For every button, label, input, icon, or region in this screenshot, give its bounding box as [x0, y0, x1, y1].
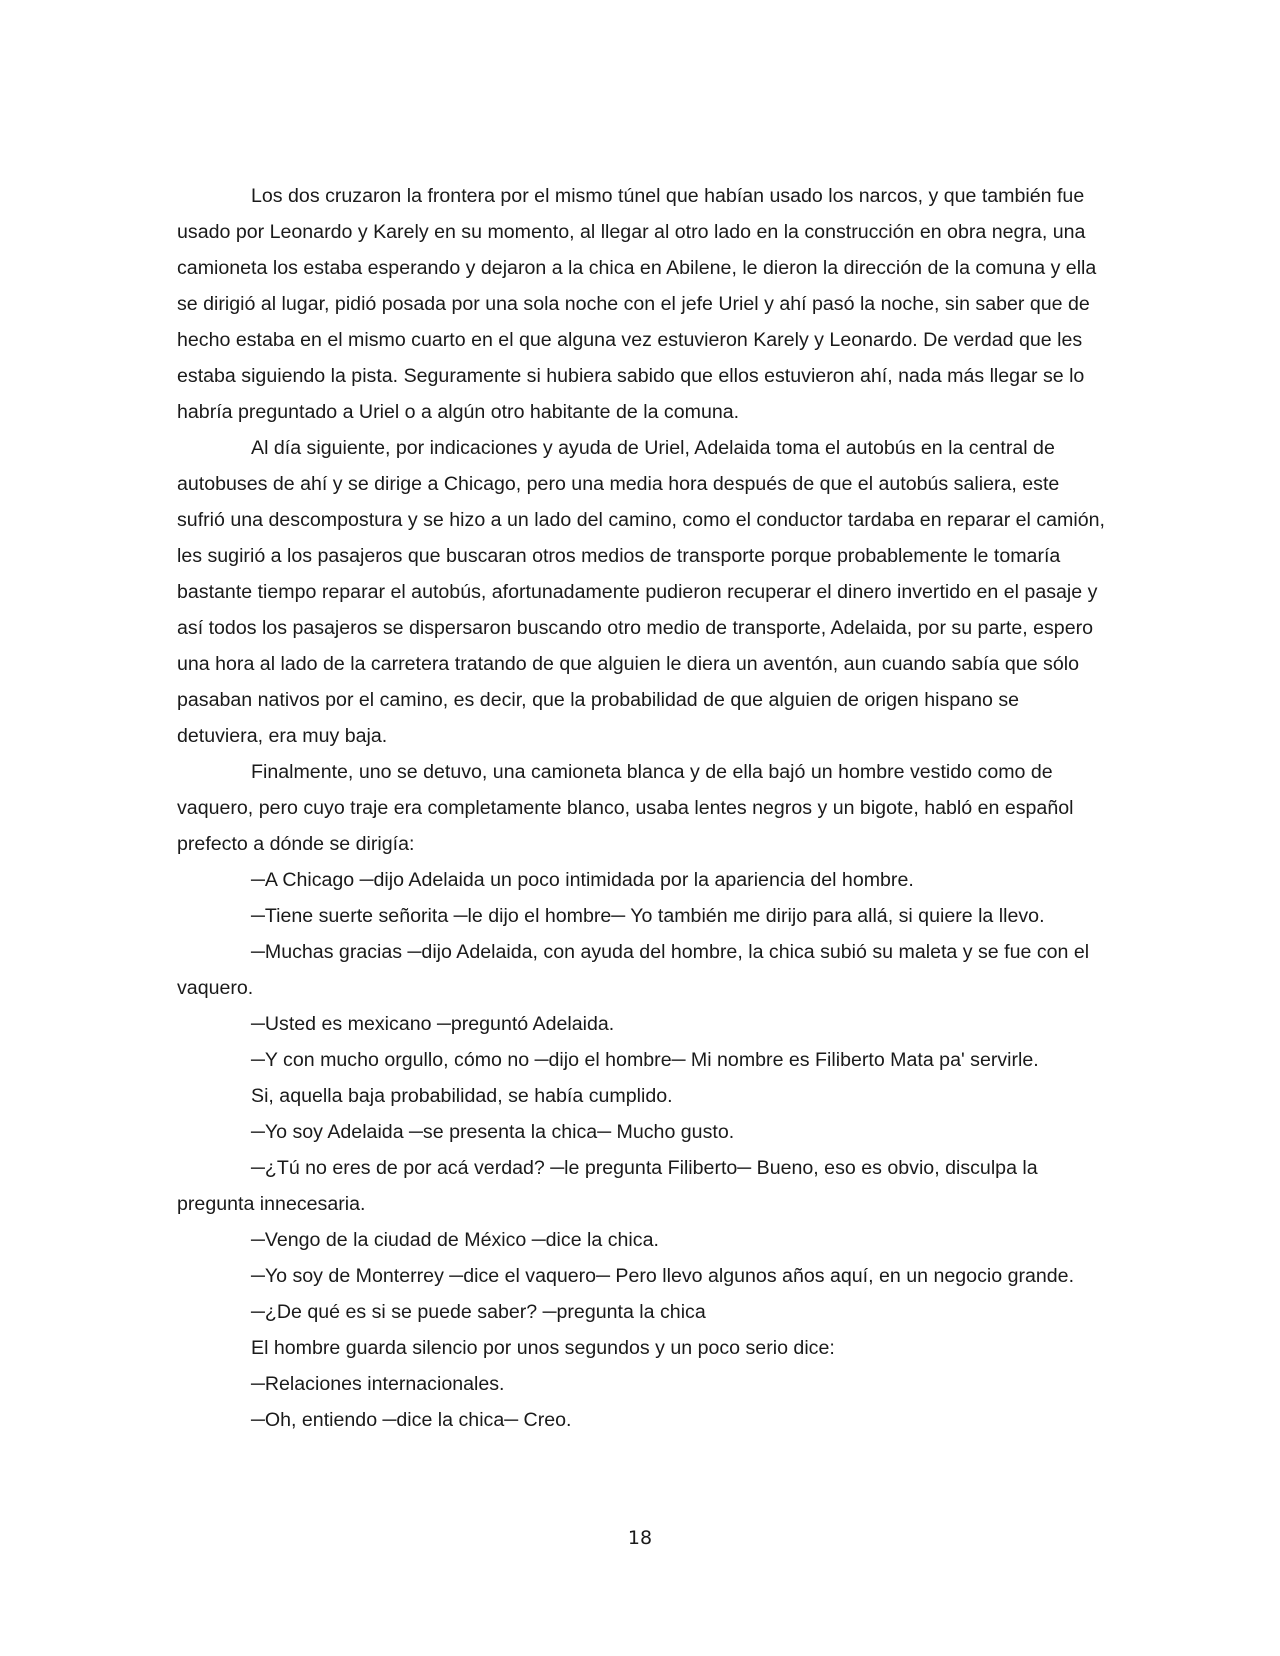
dialogue-line: ─Yo soy Adelaida ─se presenta la chica─ Mucho gusto. [251, 1121, 735, 1143]
dialogue-line: ─¿Tú no eres de por acá verdad? ─le pregunta Filiberto─ Bueno, eso es obvio, disculpa la pregunta innecesaria. [177, 1157, 1038, 1215]
dialogue-line: ─Muchas gracias ─dijo Adelaida, con ayuda del hombre, la chica subió su maleta y se fue con el vaquero. [177, 941, 1090, 999]
dialogue-line: ─Vengo de la ciudad de México ─dice la chica. [251, 1229, 659, 1251]
dialogue-line: ─A Chicago ─dijo Adelaida un poco intimidada por la apariencia del hombre. [251, 869, 914, 891]
paragraph: Finalmente, uno se detuvo, una camioneta blanca y de ella bajó un hombre vestido como de vaquero, pero cuyo traje era completamente blanco, usaba lentes negros y un bigote, habló en español prefecto a dónde se dirigía: [177, 761, 1074, 855]
dialogue-line: ─Y con mucho orgullo, cómo no ─dijo el hombre─ Mi nombre es Filiberto Mata pa' servirle. [251, 1049, 1039, 1071]
dialogue-line: ─Usted es mexicano ─preguntó Adelaida. [251, 1013, 615, 1035]
paragraph: Al día siguiente, por indicaciones y ayuda de Uriel, Adelaida toma el autobús en la central de autobuses de ahí y se dirige a Chicago, pero una media hora después de que el autobús saliera, este sufrió una descompostura y se hizo a un lado del camino, como el conductor tardaba en reparar el camión, les sugirió a los pasajeros que buscaran otros medios de transporte porque probablemente le tomaría bastante tiempo reparar el autobús, afortunadamente pudieron recuperar el dinero invertido en el pasaje y así todos los pasajeros se dispersaron buscando otro medio de transporte, Adelaida, por su parte, espero una hora al lado de la carretera tratando de que alguien le diera un aventón, aun cuando sabía que sólo pasaban nativos por el camino, es decir, que la probabilidad de que alguien de origen hispano se detuviera, era muy baja. [177, 437, 1105, 747]
dialogue-line: ─Tiene suerte señorita ─le dijo el hombre─ Yo también me dirijo para allá, si quiere la llevo. [251, 905, 1045, 927]
dialogue-line: ─¿De qué es si se puede saber? ─pregunta la chica [251, 1301, 706, 1323]
dialogue-line: ─Oh, entiendo ─dice la chica─ Creo. [251, 1409, 572, 1431]
paragraph: El hombre guarda silencio por unos segundos y un poco serio dice: [251, 1337, 835, 1359]
paragraph: Si, aquella baja probabilidad, se había cumplido. [251, 1085, 673, 1107]
dialogue-line: ─Relaciones internacionales. [251, 1373, 505, 1395]
paragraph: Los dos cruzaron la frontera por el mismo túnel que habían usado los narcos, y que también fue usado por Leonardo y Karely en su momento, al llegar al otro lado en la construcción en obra negra, una camioneta los estaba esperando y dejaron a la chica en Abilene, le dieron la dirección de la comuna y ella se dirigió al lugar, pidió posada por una sola noche con el jefe Uriel y ahí pasó la noche, sin saber que de hecho estaba en el mismo cuarto en el que alguna vez estuvieron Karely y Leonardo. De verdad que les estaba siguiendo la pista. Seguramente si hubiera sabido que ellos estuvieron ahí, nada más llegar se lo habría preguntado a Uriel o a algún otro habitante de la comuna. [177, 185, 1097, 423]
dialogue-line: ─Yo soy de Monterrey ─dice el vaquero─ Pero llevo algunos años aquí, en un negocio grande. [251, 1265, 1075, 1287]
body-text [177, 178, 1109, 1438]
page-number: 18 [627, 1527, 653, 1549]
